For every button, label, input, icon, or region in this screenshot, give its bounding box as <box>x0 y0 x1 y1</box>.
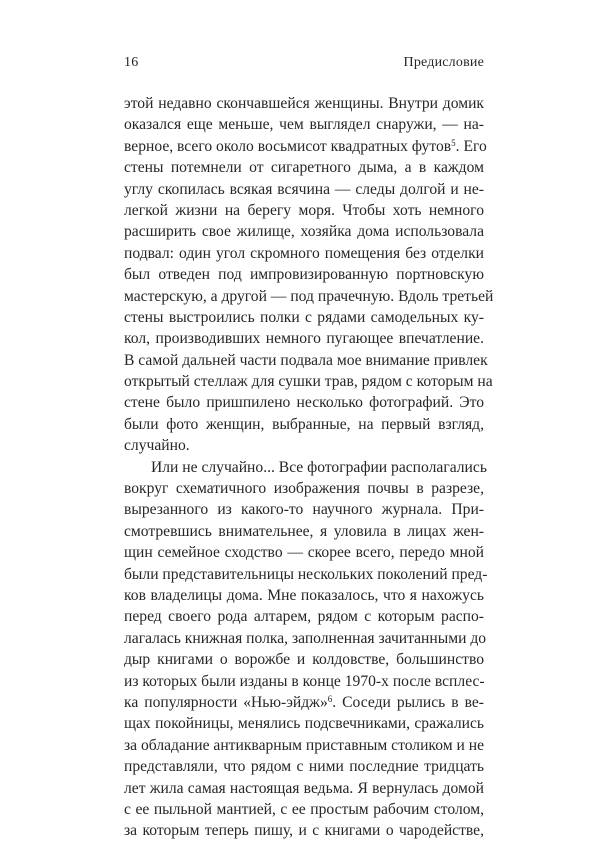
text-line: за обладание антикварным приставным столиком и не <box>124 736 484 754</box>
text-line: стены выстроились полки с рядами самодельных ку- <box>124 308 484 326</box>
text-line: дыр книгами о ворожбе и колдовстве, большинство <box>124 651 484 669</box>
paragraph <box>124 93 494 457</box>
text-line: были представительницы нескольких поколений пред- <box>124 565 488 583</box>
text-line: легкой жизни на берегу моря. Чтобы хоть немного <box>124 201 484 219</box>
text-line: за которым теперь пишу, и с книгами о чародействе, <box>124 822 484 840</box>
text-line: представляли, что рядом с ними последние тридцать <box>124 758 484 776</box>
text-line: были фото женщин, выбранные, на первый взгляд, <box>124 415 484 433</box>
text-line: В самой дальней части подвала мое внимание привлек <box>124 351 488 369</box>
text-line: стены потемнели от сигаретного дыма, а в каждом <box>124 159 484 177</box>
footnote-marker: 5 <box>451 137 456 148</box>
text-line: стене было пришпилено несколько фотографий. Это <box>124 394 484 412</box>
paragraph <box>124 457 488 842</box>
text-line: ков владелицы дома. Мне показалось, что я нахожусь <box>124 586 484 604</box>
text-line: был отведен под импровизированную портновскую <box>124 266 484 284</box>
text-line: подвал: один угол скромного помещения без отделки <box>124 244 484 262</box>
text-line: лет жила самая настоящая ведьма. Я вернулась домой <box>124 779 484 797</box>
text-line: с ее пыльной мантией, с ее простым рабочим столом, <box>124 800 484 818</box>
page-number: 16 <box>124 55 139 70</box>
text-line: мастерскую, а другой — под прачечную. Вдоль третьей <box>124 287 494 305</box>
page-header <box>124 55 484 75</box>
text-line: расширить свое жилище, хозяйка дома использовала <box>124 223 484 241</box>
text-line: кол, производивших немного пугающее впечатление. <box>124 330 484 348</box>
text-line: Или не случайно... Все фотографии располагались <box>151 458 487 476</box>
text-line: вырезанного из какого-то научного журнала. При- <box>124 501 484 519</box>
text-line: щин семейное сходство — скорее всего, передо мной <box>124 544 484 562</box>
text-line: ка популярности «Нью-эйдж»$^6$. Соседи рылись в ве- <box>124 693 484 711</box>
text-line: открытый стеллаж для сушки трав, рядом с которым на <box>124 373 493 391</box>
text-line: оказался еще меньше, чем выглядел снаружи, — на- <box>124 116 484 134</box>
text-line: верное, всего около восьмисот квадратных футов$^5$. Его <box>124 137 487 155</box>
text-line: из которых были изданы в конце 1970-х после всплес- <box>124 672 485 690</box>
text-line: щах покойницы, менялись подсвечниками, сражались <box>124 715 484 733</box>
text-line: углу скопилась всякая всячина — следы долгой и не- <box>124 180 484 198</box>
text-line: вокруг схематичного изображения почвы в разрезе, <box>124 480 484 498</box>
running-title: Предисловие <box>403 55 484 70</box>
text-line: этой недавно скончавшейся женщины. Внутри домик <box>124 95 484 112</box>
text-line: случайно. <box>124 437 190 455</box>
body-text <box>124 93 494 842</box>
text-line: смотревшись внимательнее, я уловила в лицах жен- <box>124 522 484 540</box>
text-line: лагалась книжная полка, заполненная зачитанными до <box>124 629 487 647</box>
text-line: перед своего рода алтарем, рядом с которым распо- <box>124 608 484 626</box>
footnote-marker: 6 <box>327 693 333 704</box>
